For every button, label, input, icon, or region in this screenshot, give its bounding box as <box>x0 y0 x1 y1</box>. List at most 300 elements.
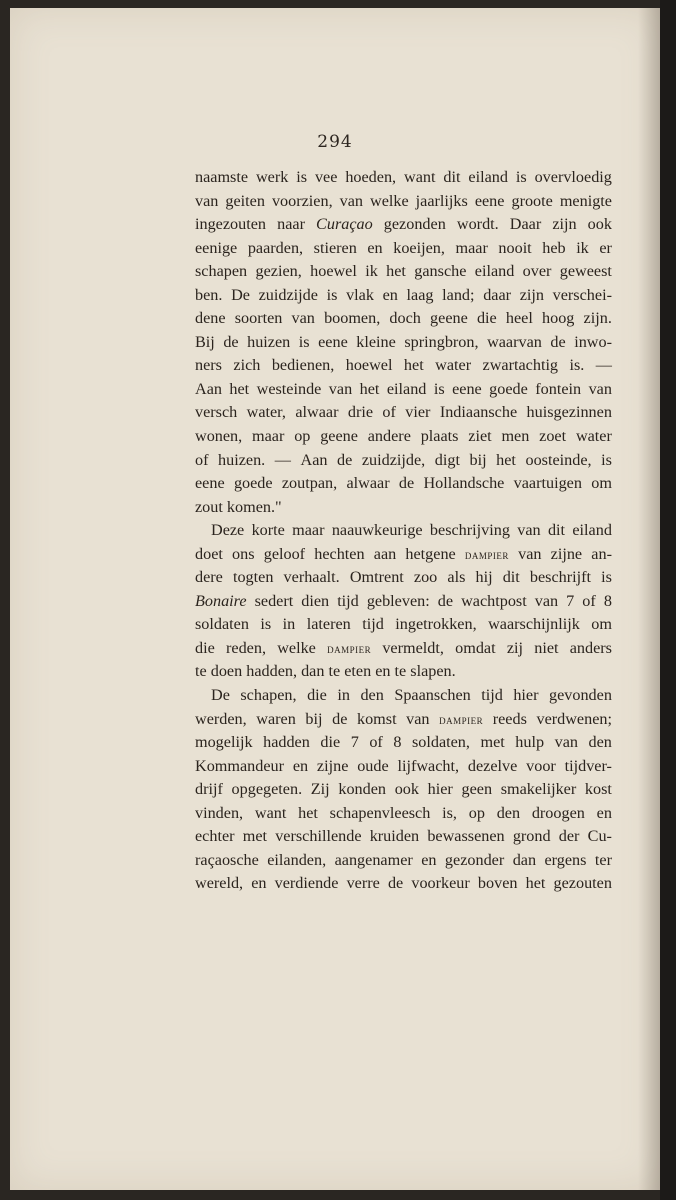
word: tijdver- <box>564 756 612 775</box>
word: bij <box>469 450 487 469</box>
word: die <box>320 733 341 752</box>
word: inwo- <box>574 332 612 351</box>
word: is <box>515 168 527 186</box>
word: boomen, <box>324 309 381 328</box>
word: of <box>382 403 396 422</box>
word: boven <box>477 874 518 893</box>
word: soorten <box>234 309 283 328</box>
word: eiland <box>468 168 508 186</box>
word: maar <box>455 238 488 257</box>
word: hadden <box>263 733 310 752</box>
word: ingetrokken, <box>395 615 477 634</box>
word: land; <box>442 285 475 304</box>
word: doet <box>195 544 223 563</box>
word: van <box>328 379 353 398</box>
word: dit <box>547 521 566 540</box>
word: is <box>326 285 338 304</box>
text-line <box>195 519 612 543</box>
word: hechten <box>314 544 365 563</box>
word: waarvan <box>487 332 542 351</box>
word: Zij <box>310 780 330 799</box>
word: zijne <box>316 756 349 775</box>
word: hier <box>427 780 453 799</box>
text-line <box>195 637 612 661</box>
word: is <box>260 615 272 634</box>
book-page <box>10 8 660 1190</box>
word: konden <box>338 780 387 799</box>
word: voorzien, <box>271 191 333 210</box>
word: het <box>386 262 406 281</box>
word: van <box>291 309 315 328</box>
text-line <box>195 331 612 355</box>
word: wonen, <box>195 427 243 446</box>
word: het <box>496 450 516 469</box>
word: anders <box>569 638 612 657</box>
text-line <box>195 566 612 590</box>
page-number: 294 <box>317 132 353 152</box>
word: eiland <box>386 379 427 398</box>
word <box>195 590 247 614</box>
word: koeijen, <box>393 238 445 257</box>
word: met <box>242 827 268 846</box>
word: beschrijving <box>429 521 510 540</box>
word: eilanden, <box>267 850 327 869</box>
word: is <box>601 450 612 469</box>
word: het <box>229 379 250 398</box>
word: verdwenen; <box>536 709 612 728</box>
word: — <box>274 450 291 469</box>
word: wereld, <box>195 874 244 893</box>
word: ziet <box>468 427 492 446</box>
text-line <box>195 307 612 331</box>
word: verhaalt. <box>283 568 340 587</box>
word: paarden, <box>247 238 304 257</box>
word: hij <box>475 568 493 587</box>
word: grond <box>512 827 551 846</box>
word: water <box>575 427 612 446</box>
word: het <box>525 874 546 893</box>
word: echter <box>195 827 235 846</box>
word: soldaten, <box>411 733 470 752</box>
word: kruiden <box>369 827 420 846</box>
word: schapenvleesch <box>329 803 431 822</box>
word: drie <box>347 403 374 422</box>
text-line <box>195 237 612 261</box>
word: van <box>554 733 578 752</box>
word: korte <box>251 521 285 540</box>
word: wordt. <box>456 215 499 234</box>
word: digt <box>434 450 460 469</box>
italic-place-name: Curaçao <box>316 215 373 234</box>
word: zij <box>506 638 524 657</box>
word: doch <box>389 309 421 328</box>
word: goede <box>489 379 528 398</box>
word: dezelve <box>467 756 518 775</box>
text-line <box>195 708 612 732</box>
word: in <box>337 686 350 705</box>
word: waarschijnlijk <box>488 615 580 634</box>
text-span: zout komen." <box>195 497 282 516</box>
body-text <box>195 166 612 896</box>
word: Omtrent <box>349 568 404 587</box>
word: tijd <box>481 686 503 705</box>
word: hoog <box>542 309 575 328</box>
word: stieren <box>313 238 357 257</box>
word: maar <box>292 521 325 540</box>
word: ik <box>365 262 378 281</box>
word: gansche <box>414 262 467 281</box>
word: Aan <box>195 379 222 398</box>
text-line <box>195 684 612 708</box>
word: geiten <box>225 191 265 210</box>
word: eene <box>452 379 482 398</box>
text-line <box>195 284 612 308</box>
word: ben. <box>195 285 223 304</box>
word: oosteinde, <box>525 450 592 469</box>
word: gebleven: <box>366 591 430 610</box>
word: op <box>294 427 311 446</box>
word: 7 <box>350 733 359 752</box>
word: versch <box>195 403 238 422</box>
word: er <box>599 238 612 257</box>
word: opgegeten. <box>231 780 303 799</box>
word: in <box>282 615 296 634</box>
word: den <box>588 733 612 752</box>
text-line <box>195 778 612 802</box>
word: vier <box>405 403 431 422</box>
word: gezien, <box>255 262 302 281</box>
small-caps-name: dampier <box>439 711 484 727</box>
word: ergens <box>544 850 587 869</box>
text-line <box>195 825 612 849</box>
word: die <box>476 309 497 328</box>
word: maar <box>252 427 285 446</box>
word: van <box>517 521 541 540</box>
word: ons <box>232 544 255 563</box>
text-line <box>195 731 612 755</box>
text-line <box>195 378 612 402</box>
word: zoet <box>539 427 567 446</box>
word: geweest <box>559 262 612 281</box>
word: werden, <box>195 709 247 728</box>
text-line <box>195 425 612 449</box>
word: aangenamer <box>334 850 413 869</box>
word: zuidzijde, <box>361 450 426 469</box>
word: gezouten <box>553 874 612 893</box>
word: an- <box>591 544 612 563</box>
scan-edge <box>660 0 676 1200</box>
word: geen <box>461 780 493 799</box>
word: gezonden <box>383 215 446 234</box>
word: der <box>558 827 580 846</box>
word: van <box>195 191 219 210</box>
word: verschillende <box>275 827 362 846</box>
word: de <box>550 332 566 351</box>
text-line <box>195 354 612 378</box>
word: van <box>534 591 559 610</box>
text-line <box>195 872 612 896</box>
word: vlak <box>346 285 374 304</box>
word: hoeden, <box>345 168 397 186</box>
word: kleine <box>356 332 396 351</box>
word: geloof <box>263 544 306 563</box>
word: of <box>195 450 209 469</box>
word: het <box>298 803 318 822</box>
word: groote <box>511 191 553 210</box>
word: hulp <box>515 733 545 752</box>
word: huizen <box>247 332 291 351</box>
word: togten <box>232 568 274 587</box>
word: naamste <box>195 168 249 186</box>
word: dit <box>502 568 520 587</box>
word: Aan <box>300 450 328 469</box>
word: dere <box>195 568 223 587</box>
word: naar <box>277 215 305 234</box>
word: soldaten <box>195 615 249 634</box>
word: de <box>332 709 348 728</box>
word: huizen. <box>218 450 266 469</box>
word: huisgezinnen <box>526 403 612 422</box>
word: eene <box>195 474 225 493</box>
word: het <box>359 379 380 398</box>
word: dene <box>195 309 226 328</box>
word: schapen <box>195 262 248 281</box>
word: gevonden <box>549 686 612 705</box>
word: werk <box>255 168 289 186</box>
word: hoewel <box>345 356 393 375</box>
word: 8 <box>393 733 402 752</box>
word: kost <box>584 780 612 799</box>
word: 7 <box>566 591 575 610</box>
text-line <box>195 472 612 496</box>
word: en <box>421 850 437 869</box>
word: met <box>480 733 505 752</box>
word: van <box>406 709 430 728</box>
word: de <box>437 591 454 610</box>
word: ook <box>394 780 419 799</box>
word: vee <box>314 168 338 186</box>
word: het <box>403 356 424 375</box>
word: beschrijft <box>529 568 592 587</box>
word: komst <box>356 709 397 728</box>
word: is <box>298 332 310 351</box>
word: drijf <box>195 780 223 799</box>
text-line <box>195 590 612 614</box>
text-line <box>195 190 612 214</box>
word: water <box>435 356 472 375</box>
word: zuidzijde <box>258 285 318 304</box>
word: eene <box>474 191 505 210</box>
word: van <box>588 379 612 398</box>
text-span: te doen hadden, dan te eten en te slapen. <box>195 662 456 681</box>
word: geene <box>320 427 358 446</box>
word: de <box>337 450 353 469</box>
word: eiland <box>572 521 612 540</box>
word: ik <box>576 238 589 257</box>
text-line <box>195 543 612 567</box>
word: zijne <box>550 544 583 563</box>
word: oude <box>357 756 389 775</box>
word: Indiaansche <box>439 403 518 422</box>
word: laag <box>406 285 434 304</box>
word: als <box>447 568 466 587</box>
word: dit <box>443 168 461 186</box>
word: en <box>596 803 612 822</box>
word: op <box>468 803 485 822</box>
word: eene <box>318 332 348 351</box>
word: andere <box>367 427 411 446</box>
word: lateren <box>306 615 351 634</box>
word: aan <box>373 544 397 563</box>
word: ter <box>594 850 612 869</box>
text-line <box>195 449 612 473</box>
word: verdiende <box>274 874 339 893</box>
word: tijd <box>337 591 359 610</box>
word: eenige <box>195 238 238 257</box>
word: overvloedig <box>534 168 612 186</box>
word: plaats <box>420 427 459 446</box>
word: fontein <box>535 379 582 398</box>
word: ook <box>587 215 612 234</box>
word: de <box>223 332 239 351</box>
word: de <box>398 474 415 493</box>
text-line <box>195 401 612 425</box>
text-line <box>195 613 612 637</box>
word: welke <box>370 191 409 210</box>
word: en <box>251 874 267 893</box>
word: is. <box>569 356 585 375</box>
word: voorkeur <box>411 874 470 893</box>
word: ingezouten <box>195 215 267 234</box>
word: springbron, <box>404 332 479 351</box>
word <box>439 708 483 732</box>
word: gezonder <box>444 850 505 869</box>
word: zijn <box>552 215 577 234</box>
word: zijn. <box>583 309 612 328</box>
text-line <box>195 260 612 284</box>
word: bedienen, <box>271 356 335 375</box>
word: naauwkeurige <box>331 521 423 540</box>
small-caps-name: dampier <box>464 546 509 562</box>
word: water, <box>246 403 286 422</box>
word: Cu- <box>587 827 612 846</box>
text-line <box>195 213 612 237</box>
text-line <box>195 496 612 520</box>
word: den <box>496 803 521 822</box>
word: westeinde <box>256 379 322 398</box>
word: lijfwacht, <box>397 756 460 775</box>
word: is, <box>442 803 457 822</box>
small-caps-name: dampier <box>327 640 372 656</box>
word: verschei- <box>552 285 612 304</box>
word: van <box>339 191 363 210</box>
word: 8 <box>603 591 612 610</box>
word: vinden, <box>195 803 244 822</box>
word: sedert <box>254 591 294 610</box>
word: is <box>601 568 612 587</box>
word: is <box>433 379 445 398</box>
text-line <box>195 802 612 826</box>
word: reden, <box>226 638 266 657</box>
word: smakelijker <box>500 780 577 799</box>
text-line <box>195 849 612 873</box>
word: alwaar <box>346 474 390 493</box>
word: tijd <box>362 615 384 634</box>
word: om <box>591 474 612 493</box>
word: reeds <box>492 709 527 728</box>
word: bewassenen <box>427 827 505 846</box>
word: want <box>254 803 287 822</box>
word <box>327 637 371 661</box>
word: die <box>307 686 327 705</box>
word: heel <box>505 309 533 328</box>
word: heb <box>542 238 566 257</box>
page-gutter-shadow <box>638 8 660 1190</box>
word: en <box>292 756 309 775</box>
word: hetgene <box>405 544 456 563</box>
word: de <box>387 874 404 893</box>
word: verre <box>346 874 380 893</box>
word: of <box>369 733 383 752</box>
word: Kommandeur <box>195 756 285 775</box>
word: want <box>404 168 436 186</box>
text-line <box>195 660 612 684</box>
word: voor <box>526 756 556 775</box>
word: omdat <box>455 638 496 657</box>
word: om <box>591 615 612 634</box>
word: eiland <box>474 262 515 281</box>
word: zoutpan, <box>281 474 338 493</box>
word: — <box>595 356 612 375</box>
word: dien <box>301 591 330 610</box>
word: bij <box>305 709 323 728</box>
word: vermeldt, <box>382 638 444 657</box>
word: Daar <box>509 215 542 234</box>
word: jaarlijks <box>415 191 468 210</box>
word: menigte <box>559 191 612 210</box>
word: niet <box>534 638 559 657</box>
word: geene <box>430 309 468 328</box>
word: die <box>195 638 215 657</box>
word: vaartuigen <box>513 474 582 493</box>
text-line <box>195 755 612 779</box>
word: zoo <box>413 568 438 587</box>
word: den <box>360 686 384 705</box>
word: zijn <box>519 285 544 304</box>
word: Deze <box>211 521 245 540</box>
word: goede <box>233 474 273 493</box>
word: Spaanschen <box>394 686 471 705</box>
word: waren <box>256 709 296 728</box>
word: De <box>211 686 230 705</box>
word: ners <box>195 356 222 375</box>
word: zich <box>233 356 261 375</box>
word: of <box>582 591 596 610</box>
word: zwartachtig <box>482 356 559 375</box>
word: droogen <box>531 803 585 822</box>
text-line <box>195 166 612 190</box>
word: daar <box>483 285 512 304</box>
word: De <box>231 285 250 304</box>
word: dan <box>512 850 537 869</box>
word: raçaosche <box>195 850 259 869</box>
word: is <box>296 168 308 186</box>
word: schapen, <box>240 686 297 705</box>
word: van <box>518 544 542 563</box>
italic-place-name: Bonaire <box>195 591 247 610</box>
word: en <box>382 285 398 304</box>
word: alwaar <box>295 403 339 422</box>
